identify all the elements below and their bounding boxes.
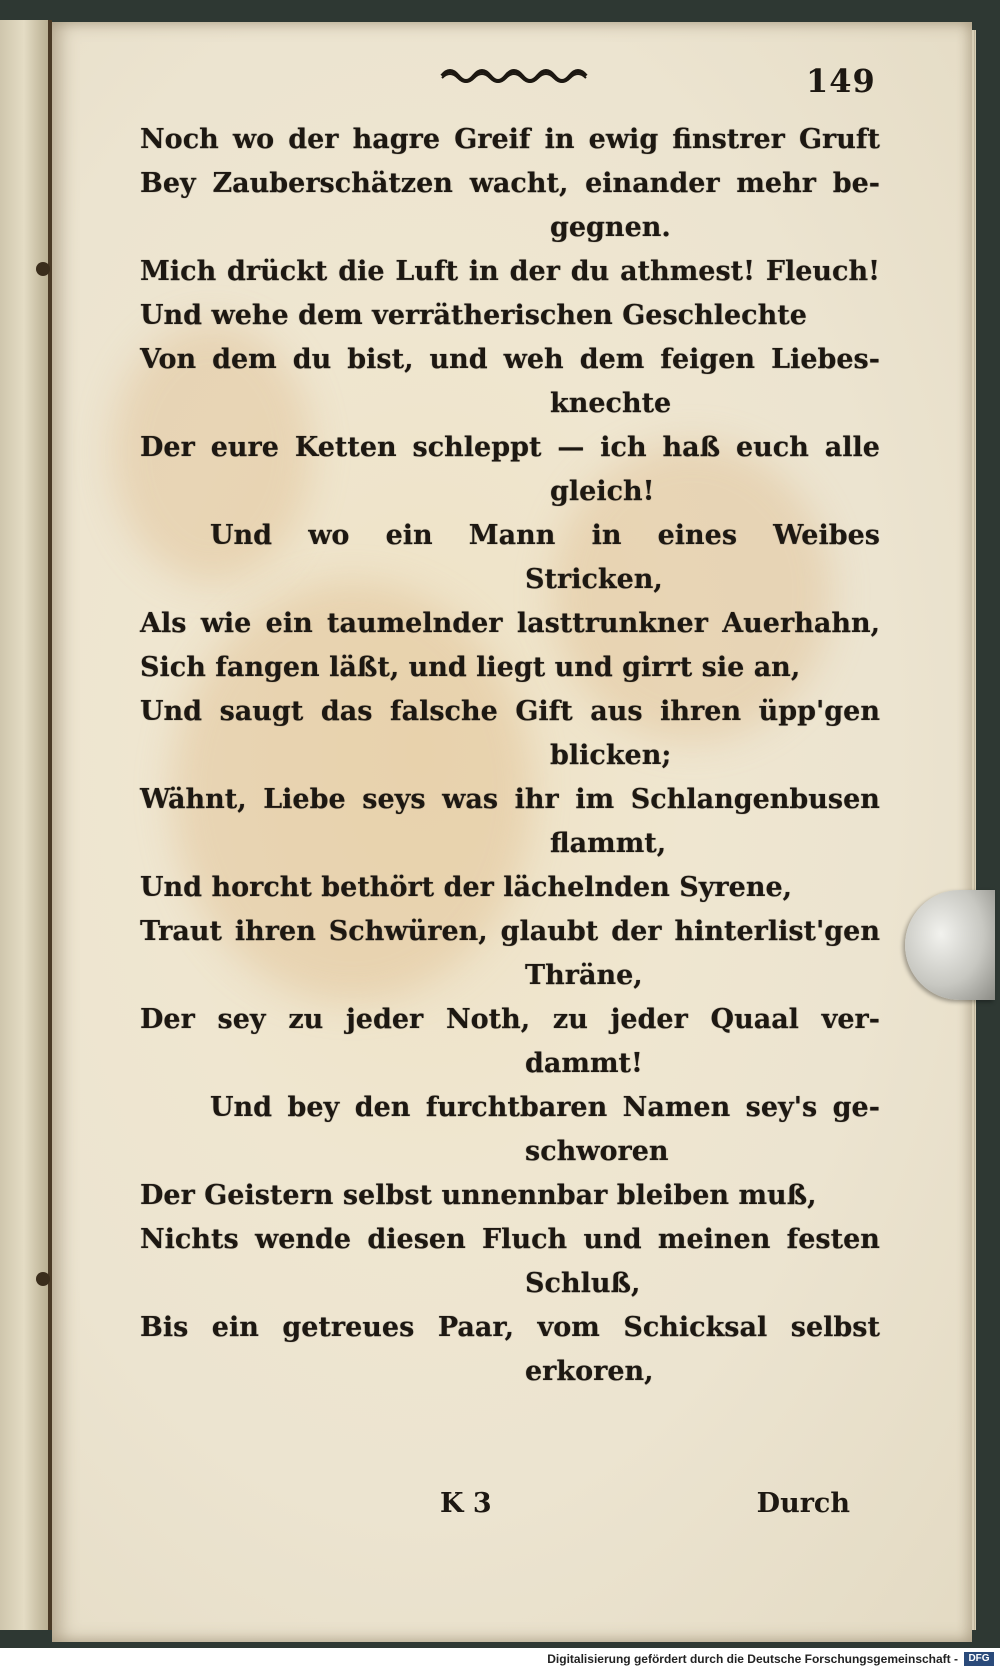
verse-word: erkoren, [525, 1356, 654, 1387]
verse-word: ewig [588, 124, 659, 155]
verse-word: knechte [550, 388, 672, 419]
verse-word: üpp'gen [758, 696, 880, 727]
verse-word: ein [265, 608, 313, 639]
verse-word: schleppt [412, 432, 542, 463]
verse-word: ihren [234, 916, 316, 947]
verse-line [140, 206, 880, 250]
verse-word: drückt [227, 256, 328, 287]
verse-word: Schlangenbusen [630, 784, 880, 815]
verse-word: eure [210, 432, 279, 463]
verse-word: liegt [476, 652, 546, 683]
verse-word: Quaal [710, 1004, 799, 1035]
verse-line [140, 822, 880, 866]
verse-word: muß, [738, 1180, 817, 1211]
verse-word: feigen [660, 344, 756, 375]
verse-word: Von [140, 344, 197, 375]
verse-word: falsche [389, 696, 498, 727]
verse-word: sey [217, 1004, 266, 1035]
verse-word: wie [200, 608, 252, 639]
verse-word: lächelnden [503, 872, 670, 903]
verse-word: im [575, 784, 615, 815]
verse-word: ver- [821, 1004, 880, 1035]
verse-word: und [583, 1224, 642, 1255]
verse-word: jeder [610, 1004, 688, 1035]
verse-word: Thräne, [525, 960, 643, 991]
verse-line [140, 910, 880, 954]
verse-word: Liebes- [771, 344, 880, 375]
verse-line [140, 778, 880, 822]
verse-word: getreues [282, 1312, 415, 1343]
verse-word: Syrene, [679, 872, 793, 903]
verse-line [140, 382, 880, 426]
verse-line [140, 1262, 880, 1306]
verse-word: der [509, 256, 560, 287]
verse-line [140, 470, 880, 514]
verse-word: Und [140, 696, 203, 727]
verse-word: Schwüren, [328, 916, 488, 947]
verse-word: selbst [342, 1180, 433, 1211]
verse-word: bey [287, 1092, 340, 1123]
footer-credit: Digitalisierung gefördert durch die Deutsche Forschungsgemeinschaft - [547, 1652, 958, 1666]
verse-word: bist, [347, 344, 414, 375]
verse-line [140, 162, 880, 206]
verse-word: horcht [211, 872, 312, 903]
verse-word: festen [786, 1224, 880, 1255]
verse-word: einander [585, 168, 720, 199]
verse-word: das [320, 696, 373, 727]
verse-line [140, 1086, 880, 1130]
verse-word: finstrer [672, 124, 785, 155]
verse-word: aus [590, 696, 643, 727]
verse-word: Mich [140, 256, 217, 287]
verse-word: Der [140, 1004, 195, 1035]
verse-word: hinterlist'gen [674, 916, 880, 947]
verse-word: Geschlechte [622, 300, 807, 331]
verse-word: Und [210, 1092, 273, 1123]
verse-word: Als [140, 608, 187, 639]
verse-word: Gift [515, 696, 573, 727]
verse-word: du [292, 344, 332, 375]
verse-word: Schicksal [623, 1312, 768, 1343]
verse-word: Und [140, 300, 203, 331]
verse-word: Luft [395, 256, 459, 287]
verse-word: sie [701, 652, 745, 683]
verse-word: Ketten [294, 432, 397, 463]
verse-word: du [570, 256, 610, 287]
verse-word: Fluch [482, 1224, 568, 1255]
verse-line [140, 514, 880, 558]
verse-line [140, 866, 880, 910]
verse-word: bethört [321, 872, 435, 903]
verse-word: gleich! [550, 476, 655, 507]
verse-word: Gruft [798, 124, 880, 155]
verse-word: wo [308, 520, 350, 551]
verse-word: eines [657, 520, 738, 551]
verse-word: den [354, 1092, 411, 1123]
verse-word: flammt, [550, 828, 667, 859]
verse-word: und [408, 652, 467, 683]
verse-word: Liebe [263, 784, 346, 815]
verse-word: wacht, [469, 168, 569, 199]
verse-word: fangen [215, 652, 320, 683]
verse-word: Noth, [445, 1004, 531, 1035]
verse-word: ein [211, 1312, 259, 1343]
verse-line [140, 426, 880, 470]
verse-line [140, 602, 880, 646]
verse-word: Der [140, 432, 195, 463]
verse-word: alle [824, 432, 880, 463]
verse-word: bleiben [616, 1180, 730, 1211]
page-number: 149 [806, 62, 876, 100]
verse-line [140, 646, 880, 690]
verse-word: euch [736, 432, 809, 463]
verse-word: der [611, 916, 662, 947]
verse-word: dem [579, 344, 645, 375]
verse-word: taumelnder [327, 608, 503, 639]
verse-word: und [554, 652, 613, 683]
verse-word: Mann [468, 520, 556, 551]
verse-word: verrätherischen [372, 300, 613, 331]
verse-line [140, 954, 880, 998]
verse-word: Und [210, 520, 273, 551]
verse-word: Fleuch! [765, 256, 880, 287]
verse-line [140, 338, 880, 382]
verse-word: unnennbar [441, 1180, 608, 1211]
verse-word: was [442, 784, 499, 815]
verse-word: schworen [525, 1136, 669, 1167]
ornament-rule [440, 64, 590, 84]
verse-text [140, 118, 880, 1394]
verse-word: in [544, 124, 575, 155]
verse-line [140, 294, 880, 338]
verse-word: Geistern [204, 1180, 334, 1211]
dfg-logo: DFG [964, 1652, 994, 1666]
binding-stitch [36, 262, 50, 276]
verse-word: weh [503, 344, 564, 375]
verse-word: ihr [514, 784, 559, 815]
verse-line [140, 734, 880, 778]
verse-word: Paar, [437, 1312, 515, 1343]
verse-word: furchtbaren [425, 1092, 608, 1123]
verse-word: Traut [140, 916, 222, 947]
verse-word: Schluß, [525, 1268, 641, 1299]
verse-word: der [443, 872, 494, 903]
verse-word: gegnen. [550, 212, 671, 243]
verse-word: Auerhahn, [722, 608, 880, 639]
verse-word: girrt [622, 652, 693, 683]
verse-word: zu [288, 1004, 324, 1035]
verse-line [140, 1350, 880, 1394]
verse-word: haß [662, 432, 721, 463]
verse-line [140, 690, 880, 734]
verse-word: Der [140, 1180, 195, 1211]
verse-word: ge- [832, 1092, 880, 1123]
verse-word: lasttrunkner [516, 608, 708, 639]
verse-line [140, 1218, 880, 1262]
verse-word: Bey [140, 168, 196, 199]
verse-word: Sich [140, 652, 206, 683]
verse-word: ich [600, 432, 647, 463]
verse-word: dem [212, 344, 277, 375]
verse-word: läßt, [329, 652, 400, 683]
verse-word: selbst [790, 1312, 880, 1343]
verse-word: Und [140, 872, 203, 903]
verse-word: athmest! [620, 256, 755, 287]
verse-line [140, 1042, 880, 1086]
verse-word: jeder [346, 1004, 424, 1035]
verse-line [140, 1130, 880, 1174]
verse-line [140, 1306, 880, 1350]
verse-word: an, [753, 652, 801, 683]
verse-word: be- [832, 168, 880, 199]
verse-word: der [288, 124, 339, 155]
verse-word: meinen [657, 1224, 771, 1255]
binding-stitch [36, 1272, 50, 1286]
verse-word: Greif [454, 124, 531, 155]
verse-line [140, 998, 880, 1042]
verse-word: Wähnt, [140, 784, 247, 815]
verse-word: Weibes [773, 520, 880, 551]
verse-word: in [468, 256, 499, 287]
verse-line [140, 1174, 880, 1218]
verse-word: zu [552, 1004, 588, 1035]
verse-word: mehr [736, 168, 816, 199]
signature-mark: K 3 [440, 1488, 492, 1519]
verse-word: sey's [745, 1092, 818, 1123]
verse-line [140, 118, 880, 162]
verse-word: dammt! [525, 1048, 643, 1079]
verse-word: die [338, 256, 385, 287]
verse-word: und [429, 344, 488, 375]
verse-word: diesen [367, 1224, 466, 1255]
verse-word: Zauberschätzen [212, 168, 453, 199]
verse-word: glaubt [500, 916, 599, 947]
verse-word: wehe [211, 300, 289, 331]
verse-word: ihren [660, 696, 742, 727]
verse-line [140, 558, 880, 602]
verse-word: Nichts [140, 1224, 239, 1255]
verse-word: ein [385, 520, 433, 551]
verse-word: wo [232, 124, 275, 155]
verse-word: Noch [140, 124, 219, 155]
verse-word: Stricken, [525, 564, 663, 595]
verse-line [140, 250, 880, 294]
verse-word: seys [362, 784, 426, 815]
catchword: Durch [756, 1488, 850, 1519]
verse-word: — [557, 432, 585, 463]
verse-word: blicken; [550, 740, 672, 771]
verse-word: dem [298, 300, 363, 331]
verse-word: wende [254, 1224, 352, 1255]
verse-word: saugt [219, 696, 304, 727]
verse-word: vom [537, 1312, 600, 1343]
verse-word: hagre [352, 124, 441, 155]
verse-word: Namen [622, 1092, 731, 1123]
verse-word: in [591, 520, 622, 551]
verse-word: Bis [140, 1312, 189, 1343]
